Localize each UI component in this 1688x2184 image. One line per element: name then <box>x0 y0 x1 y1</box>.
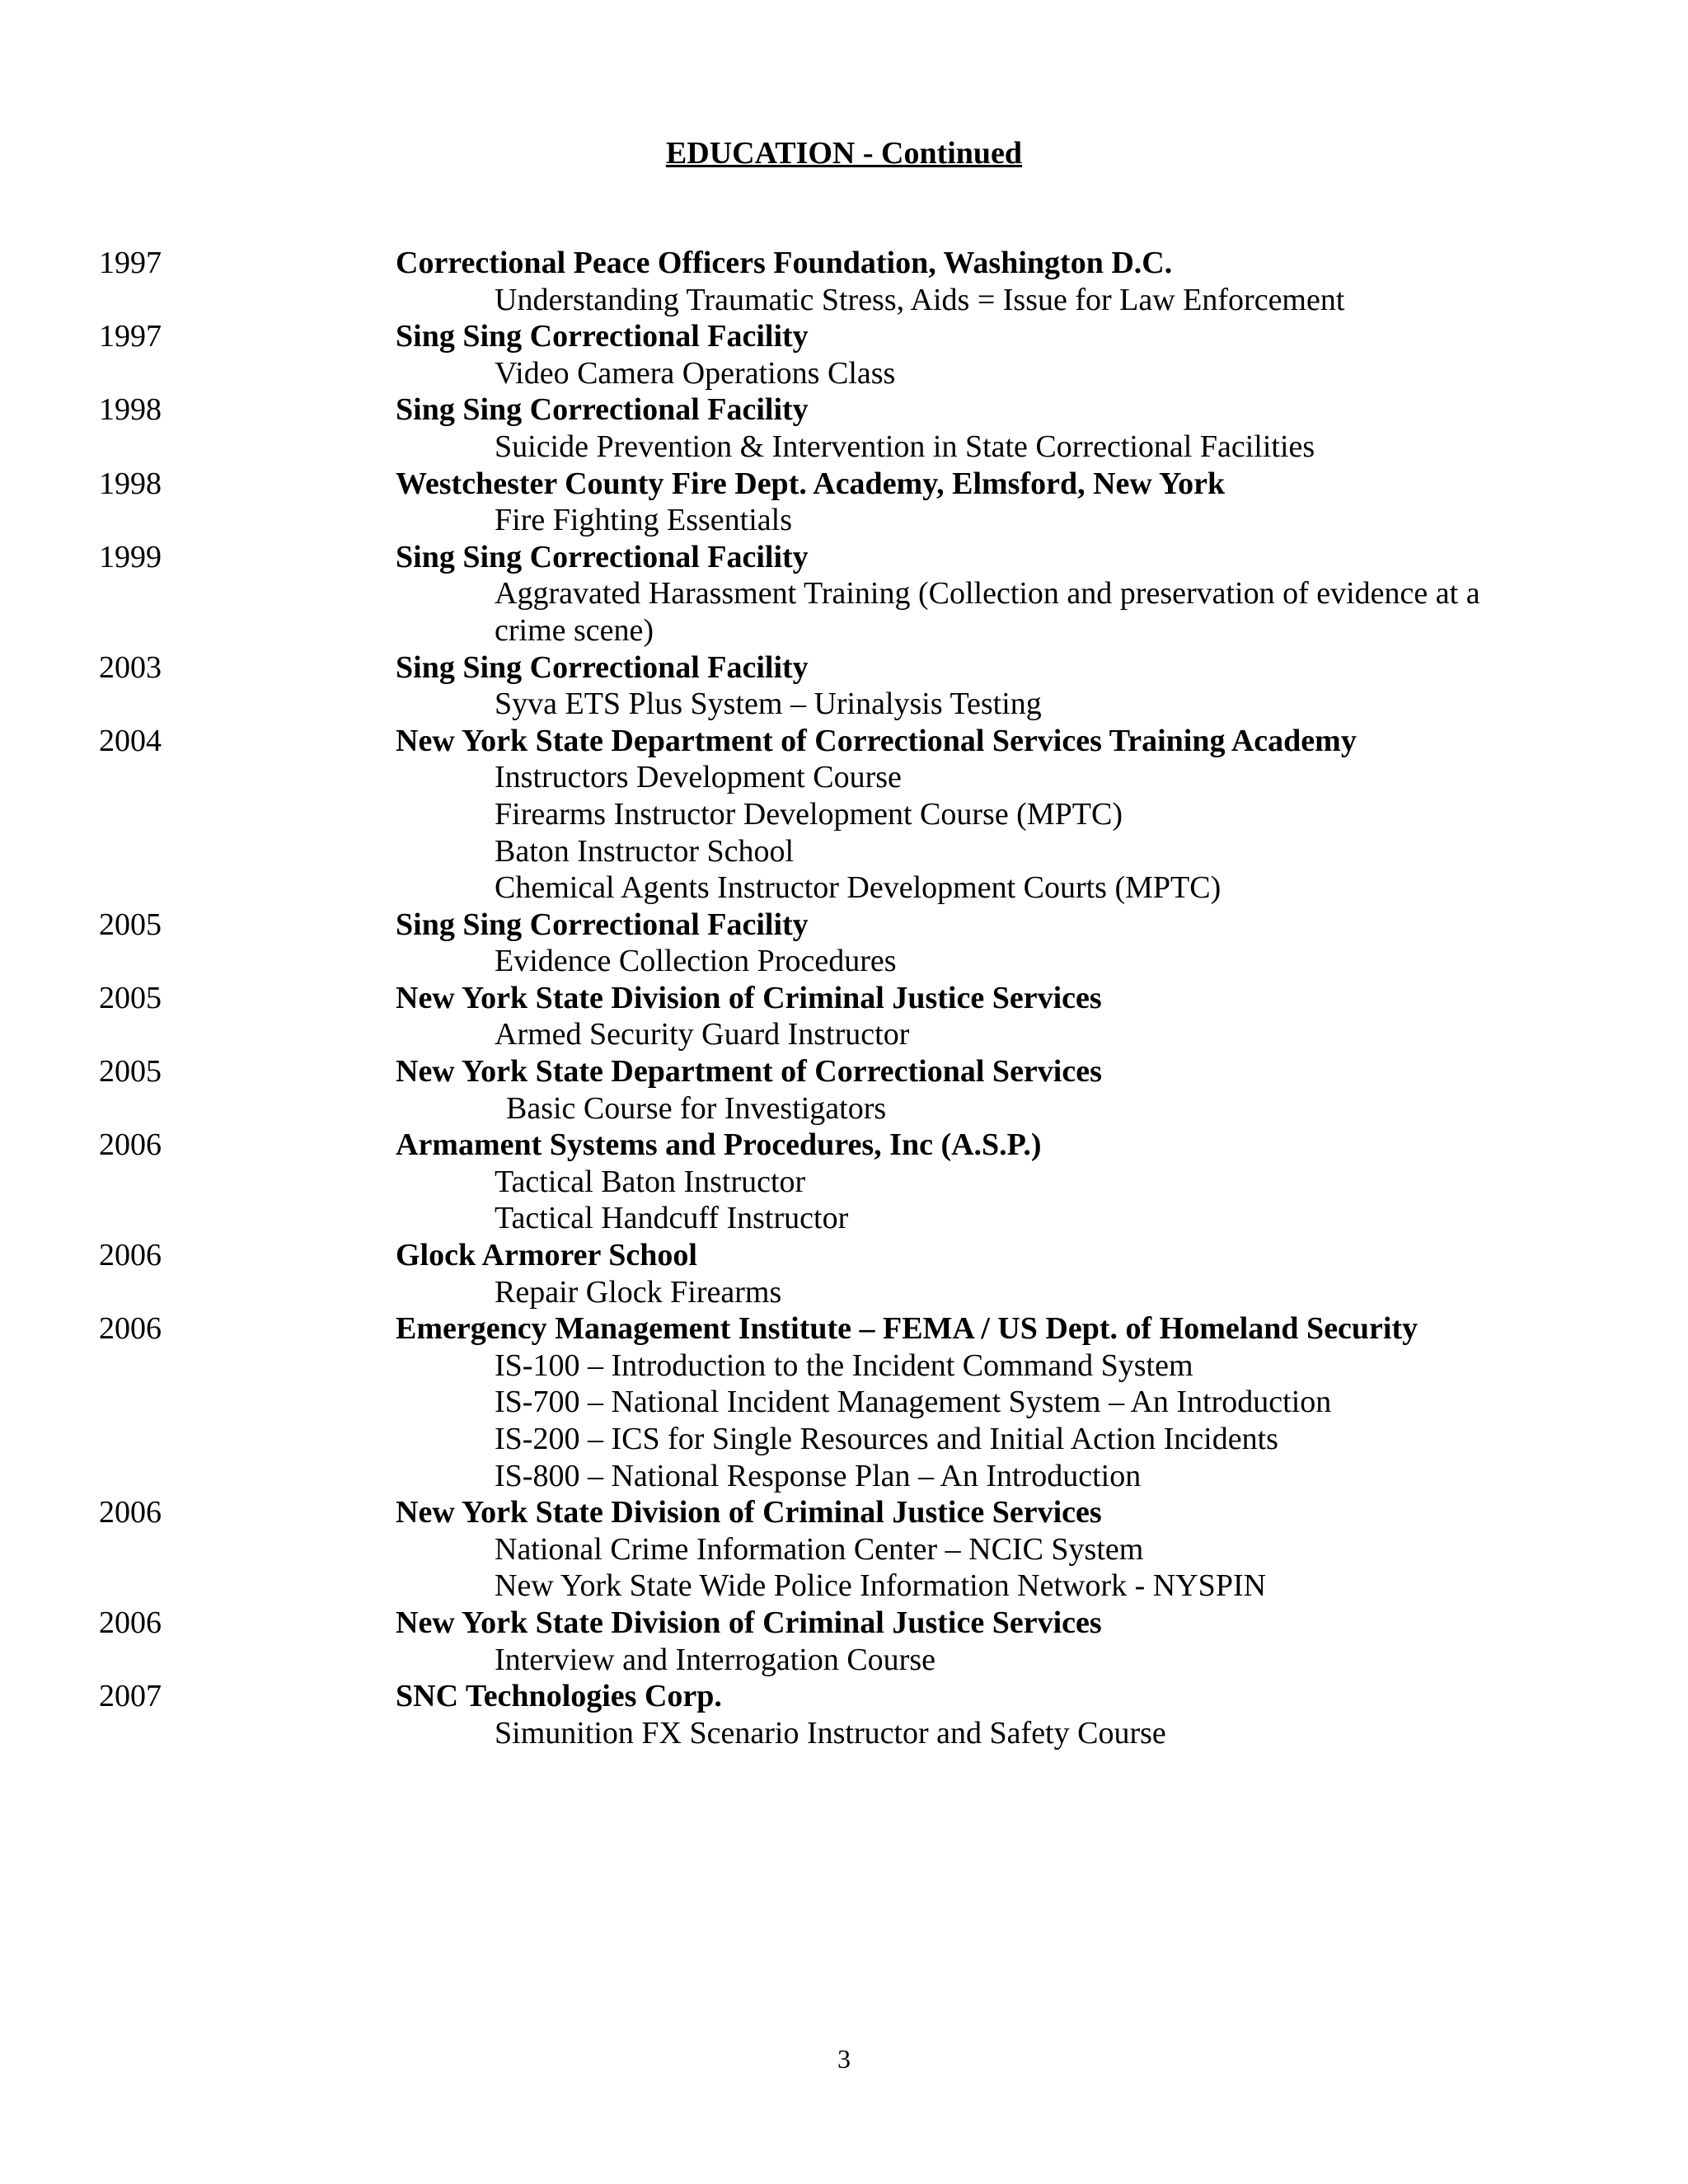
entry-institution: Sing Sing Correctional Facility <box>396 392 809 428</box>
entry-course: Syva ETS Plus System – Urinalysis Testing <box>495 687 1042 722</box>
education-entry <box>0 318 1688 391</box>
education-entry <box>0 1678 1688 1751</box>
entry-year: 1999 <box>99 539 162 574</box>
entry-year: 2006 <box>99 1495 162 1530</box>
entry-year: 2006 <box>99 1605 162 1640</box>
entry-year: 1998 <box>99 392 162 428</box>
education-entry <box>0 466 1688 539</box>
entry-institution: Armament Systems and Procedures, Inc (A.S.P.) <box>396 1127 1042 1163</box>
entry-institution: New York State Department of Correctional Services Training Academy <box>396 723 1357 758</box>
entry-header <box>0 539 1688 576</box>
education-entry <box>0 723 1688 907</box>
entry-institution: Glock Armorer School <box>396 1238 697 1273</box>
entry-course: Video Camera Operations Class <box>495 355 896 391</box>
entry-header <box>0 1127 1688 1164</box>
entry-year: 2006 <box>99 1238 162 1273</box>
entry-header <box>0 1310 1688 1347</box>
entry-year: 2004 <box>99 723 162 758</box>
entry-header <box>0 245 1688 282</box>
entry-year: 2005 <box>99 1054 162 1090</box>
entry-course: Simunition FX Scenario Instructor and Safety Course <box>495 1715 1166 1750</box>
education-entry <box>0 391 1688 465</box>
entry-institution: New York State Department of Correctional Services <box>396 1054 1102 1090</box>
entry-course: Tactical Baton Instructor <box>495 1164 806 1199</box>
entry-institution: Correctional Peace Officers Foundation, Washington D.C. <box>396 246 1173 280</box>
entry-institution: Emergency Management Institute – FEMA / US Dept. of Homeland Security <box>396 1311 1418 1347</box>
entry-course: Aggravated Harassment Training (Collection and preservation of evidence at a <box>495 576 1480 612</box>
entry-course: Fire Fighting Essentials <box>495 503 792 538</box>
education-entry <box>0 1053 1688 1127</box>
entry-course: Chemical Agents Instructor Development Courts (MPTC) <box>495 870 1221 906</box>
entry-header <box>0 1678 1688 1715</box>
education-entry <box>0 980 1688 1053</box>
entry-institution: SNC Technologies Corp. <box>396 1679 722 1714</box>
entry-course: IS-200 – ICS for Single Resources and Initial Action Incidents <box>495 1422 1278 1456</box>
entry-header <box>0 649 1688 687</box>
entry-course: Firearms Instructor Development Course (MPTC) <box>495 796 1123 832</box>
entry-year: 2007 <box>99 1679 162 1714</box>
entry-course: IS-100 – Introduction to the Incident Command System <box>495 1347 1193 1383</box>
entry-course: Baton Instructor School <box>495 833 795 869</box>
entry-course: Understanding Traumatic Stress, Aids = Issue for Law Enforcement <box>495 282 1345 317</box>
entry-course: Instructors Development Course <box>495 760 902 795</box>
entry-course: Armed Security Guard Instructor <box>495 1017 910 1052</box>
entry-course: Evidence Collection Procedures <box>495 944 897 979</box>
education-entry <box>0 539 1688 649</box>
entry-course: crime scene) <box>495 612 654 648</box>
entry-year: 2005 <box>99 907 162 942</box>
entry-header <box>0 391 1688 429</box>
entry-header <box>0 1494 1688 1531</box>
entry-course: Interview and Interrogation Course <box>495 1642 935 1677</box>
entry-course: Basic Course for Investigators <box>506 1090 887 1126</box>
entry-year: 1997 <box>99 319 162 354</box>
education-entry <box>0 649 1688 723</box>
entry-year: 2006 <box>99 1311 162 1347</box>
entry-header <box>0 466 1688 503</box>
entry-year: 2006 <box>99 1127 162 1163</box>
education-entry <box>0 1237 1688 1310</box>
entry-header <box>0 907 1688 944</box>
entry-course: Suicide Prevention & Intervention in State Correctional Facilities <box>495 429 1315 464</box>
entry-year: 1997 <box>99 246 162 280</box>
entry-institution: Westchester County Fire Dept. Academy, Elmsford, New York <box>396 466 1226 501</box>
entry-course: Tactical Handcuff Instructor <box>495 1201 849 1236</box>
education-entry <box>0 1494 1688 1605</box>
page-number: 3 <box>837 2044 851 2074</box>
education-entry <box>0 1605 1688 1678</box>
entry-header <box>0 1605 1688 1642</box>
entry-institution: Sing Sing Correctional Facility <box>396 649 809 685</box>
entry-header <box>0 1053 1688 1090</box>
entry-header <box>0 318 1688 355</box>
entry-institution: New York State Division of Criminal Justice Services <box>396 1495 1102 1530</box>
entry-institution: Sing Sing Correctional Facility <box>396 319 809 354</box>
entry-header <box>0 980 1688 1017</box>
education-list <box>0 245 1688 1751</box>
entry-course: National Crime Information Center – NCIC System <box>495 1531 1144 1567</box>
entry-year: 1998 <box>99 466 162 501</box>
entry-year: 2005 <box>99 980 162 1015</box>
entry-course: Repair Glock Firearms <box>495 1274 782 1310</box>
entry-course: IS-700 – National Incident Management System – An Introduction <box>495 1385 1332 1420</box>
education-entry <box>0 245 1688 318</box>
entry-institution: Sing Sing Correctional Facility <box>396 907 809 942</box>
entry-course: IS-800 – National Response Plan – An Introduction <box>495 1458 1142 1493</box>
entry-institution: New York State Division of Criminal Justice Services <box>396 1605 1102 1640</box>
education-entry <box>0 907 1688 980</box>
entry-header <box>0 1237 1688 1274</box>
page-title: EDUCATION - Continued <box>665 136 1023 171</box>
entry-institution: New York State Division of Criminal Justice Services <box>396 980 1102 1015</box>
entry-course: New York State Wide Police Information Network - NYSPIN <box>495 1568 1267 1604</box>
education-entry <box>0 1127 1688 1237</box>
entry-header <box>0 723 1688 760</box>
entry-year: 2003 <box>99 649 162 685</box>
entry-institution: Sing Sing Correctional Facility <box>396 539 809 574</box>
education-entry <box>0 1310 1688 1494</box>
